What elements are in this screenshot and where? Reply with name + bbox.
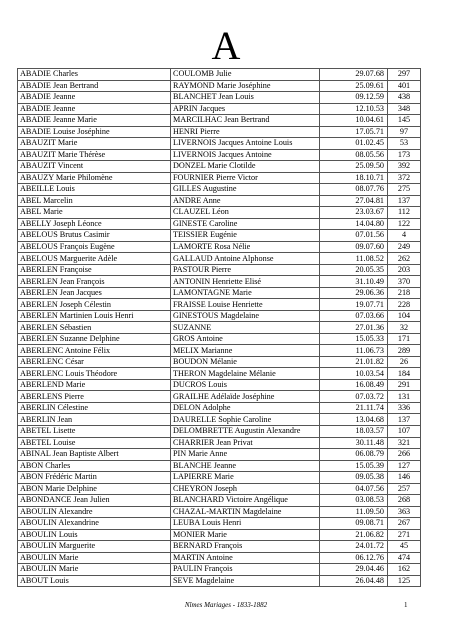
record-number-cell: 401: [388, 80, 421, 92]
spouse-name-cell: ABERLENS Pierre: [18, 391, 171, 403]
marriage-date-cell: 13.04.68: [320, 414, 388, 426]
table-row: [18, 391, 421, 403]
table-row: [18, 253, 421, 265]
spouse-name-cell: ABERLENC Louis Théodore: [18, 368, 171, 380]
partner-name-cell: THERON Magdelaine Mélanie: [171, 368, 320, 380]
spouse-name-cell: ABOULIN Louis: [18, 529, 171, 541]
partner-name-cell: MARCILHAC Jean Bertrand: [171, 115, 320, 127]
spouse-name-cell: ABON Frédéric Martin: [18, 472, 171, 484]
table-row: [18, 276, 421, 288]
spouse-name-cell: ABELLY Joseph Léonce: [18, 218, 171, 230]
table-row: [18, 149, 421, 161]
table-row: [18, 449, 421, 461]
partner-name-cell: GRAILHE Adélaïde Joséphine: [171, 391, 320, 403]
marriage-date-cell: 09.07.60: [320, 241, 388, 253]
spouse-name-cell: ABERLIN Célestine: [18, 402, 171, 414]
spouse-name-cell: ABERLEN Jean François: [18, 276, 171, 288]
record-number-cell: 127: [388, 460, 421, 472]
record-number-cell: 131: [388, 391, 421, 403]
marriage-date-cell: 03.08.53: [320, 495, 388, 507]
table-row: [18, 103, 421, 115]
table-row: [18, 299, 421, 311]
record-number-cell: 137: [388, 195, 421, 207]
partner-name-cell: RAYMOND Marie Joséphine: [171, 80, 320, 92]
marriage-date-cell: 14.04.80: [320, 218, 388, 230]
record-number-cell: 297: [388, 69, 421, 81]
table-row: [18, 575, 421, 587]
marriage-date-cell: 01.02.45: [320, 138, 388, 150]
table-row: [18, 425, 421, 437]
record-number-cell: 438: [388, 92, 421, 104]
marriage-date-cell: 29.06.36: [320, 287, 388, 299]
section-letter: A: [211, 23, 241, 68]
spouse-name-cell: ABERLEN Suzanne Delphine: [18, 333, 171, 345]
partner-name-cell: MELIX Marianne: [171, 345, 320, 357]
partner-name-cell: APRIN Jacques: [171, 103, 320, 115]
page-number: 1: [404, 601, 408, 609]
marriage-register-table: [17, 68, 421, 587]
spouse-name-cell: ABAUZIT Marie: [18, 138, 171, 150]
partner-name-cell: FRAISSE Louise Henriette: [171, 299, 320, 311]
partner-name-cell: CHAZAL-MARTIN Magdelaine: [171, 506, 320, 518]
marriage-date-cell: 06.08.79: [320, 449, 388, 461]
spouse-name-cell: ABERLEN Joseph Célestin: [18, 299, 171, 311]
marriage-date-cell: 25.09.61: [320, 80, 388, 92]
footer-title: Nîmes Mariages - 1833-1882: [184, 601, 268, 609]
marriage-date-cell: 16.08.49: [320, 379, 388, 391]
spouse-name-cell: ABELOUS François Eugène: [18, 241, 171, 253]
spouse-name-cell: ABELOUS Brutus Casimir: [18, 230, 171, 242]
partner-name-cell: BLANCHET Jean Louis: [171, 92, 320, 104]
marriage-date-cell: 09.08.71: [320, 518, 388, 530]
table-row: [18, 506, 421, 518]
spouse-name-cell: ABOUT Louis: [18, 575, 171, 587]
marriage-date-cell: 08.07.76: [320, 184, 388, 196]
spouse-name-cell: ABADIE Jeanne Marie: [18, 115, 171, 127]
table-row: [18, 345, 421, 357]
marriage-date-cell: 30.11.48: [320, 437, 388, 449]
spouse-name-cell: ABETEL Lisette: [18, 425, 171, 437]
partner-name-cell: TEISSIER Eugénie: [171, 230, 320, 242]
spouse-name-cell: ABAUZIT Marie Thérèse: [18, 149, 171, 161]
spouse-name-cell: ABOULIN Marie: [18, 552, 171, 564]
marriage-date-cell: 07.01.56: [320, 230, 388, 242]
marriage-date-cell: 23.03.67: [320, 207, 388, 219]
table-row: [18, 564, 421, 576]
spouse-name-cell: ABOULIN Marguerite: [18, 541, 171, 553]
spouse-name-cell: ABERLENC César: [18, 356, 171, 368]
spouse-name-cell: ABEILLE Louis: [18, 184, 171, 196]
record-number-cell: 266: [388, 449, 421, 461]
record-number-cell: 372: [388, 172, 421, 184]
spouse-name-cell: ABOULIN Alexandre: [18, 506, 171, 518]
marriage-date-cell: 15.05.33: [320, 333, 388, 345]
table-row: [18, 356, 421, 368]
marriage-date-cell: 10.03.54: [320, 368, 388, 380]
spouse-name-cell: ABELOUS Marguerite Adèle: [18, 253, 171, 265]
table-row: [18, 333, 421, 345]
record-number-cell: 32: [388, 322, 421, 334]
marriage-date-cell: 24.01.72: [320, 541, 388, 553]
table-row: [18, 115, 421, 127]
partner-name-cell: PASTOUR Pierre: [171, 264, 320, 276]
table-row: [18, 161, 421, 173]
record-number-cell: 271: [388, 529, 421, 541]
table-row: [18, 218, 421, 230]
partner-name-cell: ANTONIN Henriette Elisé: [171, 276, 320, 288]
spouse-name-cell: ABADIE Jeanne: [18, 103, 171, 115]
partner-name-cell: HENRI Pierre: [171, 126, 320, 138]
spouse-name-cell: ABADIE Louise Joséphine: [18, 126, 171, 138]
record-number-cell: 321: [388, 437, 421, 449]
record-number-cell: 97: [388, 126, 421, 138]
partner-name-cell: ANDRE Anne: [171, 195, 320, 207]
partner-name-cell: PAULIN François: [171, 564, 320, 576]
partner-name-cell: COULOMB Julie: [171, 69, 320, 81]
table-row: [18, 541, 421, 553]
marriage-date-cell: 27.01.36: [320, 322, 388, 334]
marriage-date-cell: 21.06.82: [320, 529, 388, 541]
spouse-name-cell: ABEL Marcelin: [18, 195, 171, 207]
record-number-cell: 291: [388, 379, 421, 391]
record-number-cell: 249: [388, 241, 421, 253]
record-number-cell: 474: [388, 552, 421, 564]
table-row: [18, 92, 421, 104]
spouse-name-cell: ABERLEN Sébastien: [18, 322, 171, 334]
partner-name-cell: DUCROS Louis: [171, 379, 320, 391]
table-row: [18, 80, 421, 92]
spouse-name-cell: ABAUZIT Vincent: [18, 161, 171, 173]
record-number-cell: 45: [388, 541, 421, 553]
marriage-date-cell: 31.10.49: [320, 276, 388, 288]
spouse-name-cell: ABON Charles: [18, 460, 171, 472]
partner-name-cell: GINESTOUS Magdelaine: [171, 310, 320, 322]
marriage-date-cell: 29.07.68: [320, 69, 388, 81]
partner-name-cell: DELOMBRETTE Augustin Alexandre: [171, 425, 320, 437]
table-row: [18, 402, 421, 414]
marriage-date-cell: 06.12.76: [320, 552, 388, 564]
record-number-cell: 104: [388, 310, 421, 322]
table-row: [18, 126, 421, 138]
table-row: [18, 414, 421, 426]
record-number-cell: 112: [388, 207, 421, 219]
partner-name-cell: LAPIERRE Marie: [171, 472, 320, 484]
record-number-cell: 268: [388, 495, 421, 507]
table-row: [18, 495, 421, 507]
partner-name-cell: GINESTE Caroline: [171, 218, 320, 230]
record-number-cell: 122: [388, 218, 421, 230]
marriage-date-cell: 11.08.52: [320, 253, 388, 265]
record-number-cell: 145: [388, 115, 421, 127]
record-number-cell: 218: [388, 287, 421, 299]
table-row: [18, 529, 421, 541]
record-number-cell: 336: [388, 402, 421, 414]
table-row: [18, 287, 421, 299]
spouse-name-cell: ABERLEND Marie: [18, 379, 171, 391]
table-row: [18, 264, 421, 276]
record-number-cell: 184: [388, 368, 421, 380]
spouse-name-cell: ABADIE Jean Bertrand: [18, 80, 171, 92]
partner-name-cell: SUZANNE: [171, 322, 320, 334]
record-number-cell: 267: [388, 518, 421, 530]
partner-name-cell: LIVERNOIS Jacques Antoine Louis: [171, 138, 320, 150]
partner-name-cell: BLANCHE Jeanne: [171, 460, 320, 472]
record-number-cell: 171: [388, 333, 421, 345]
record-number-cell: 125: [388, 575, 421, 587]
spouse-name-cell: ABETEL Louise: [18, 437, 171, 449]
marriage-date-cell: 11.09.50: [320, 506, 388, 518]
table-row: [18, 437, 421, 449]
marriage-date-cell: 25.09.50: [320, 161, 388, 173]
record-number-cell: 257: [388, 483, 421, 495]
spouse-name-cell: ABEL Marie: [18, 207, 171, 219]
marriage-date-cell: 27.04.81: [320, 195, 388, 207]
marriage-date-cell: 15.05.39: [320, 460, 388, 472]
marriage-date-cell: 29.04.46: [320, 564, 388, 576]
record-number-cell: 228: [388, 299, 421, 311]
marriage-date-cell: 18.03.57: [320, 425, 388, 437]
partner-name-cell: BOUDON Mélanie: [171, 356, 320, 368]
spouse-name-cell: ABINAL Jean Baptiste Albert: [18, 449, 171, 461]
table-row: [18, 483, 421, 495]
partner-name-cell: BLANCHARD Victoire Angélique: [171, 495, 320, 507]
record-number-cell: 146: [388, 472, 421, 484]
marriage-date-cell: 21.11.74: [320, 402, 388, 414]
record-number-cell: 53: [388, 138, 421, 150]
partner-name-cell: SEVE Magdelaine: [171, 575, 320, 587]
spouse-name-cell: ABERLEN Jean Jacques: [18, 287, 171, 299]
marriage-date-cell: 11.06.73: [320, 345, 388, 357]
table-row: [18, 460, 421, 472]
marriage-date-cell: 04.07.56: [320, 483, 388, 495]
partner-name-cell: LEUBA Louis Henri: [171, 518, 320, 530]
partner-name-cell: MONIER Marie: [171, 529, 320, 541]
marriage-date-cell: 07.03.66: [320, 310, 388, 322]
record-number-cell: 203: [388, 264, 421, 276]
spouse-name-cell: ABON Marie Delphine: [18, 483, 171, 495]
partner-name-cell: FOURNIER Pierre Victor: [171, 172, 320, 184]
record-number-cell: 107: [388, 425, 421, 437]
partner-name-cell: DONZEL Marie Clotilde: [171, 161, 320, 173]
table-row: [18, 368, 421, 380]
partner-name-cell: PIN Marie Anne: [171, 449, 320, 461]
table-row: [18, 322, 421, 334]
record-number-cell: 137: [388, 414, 421, 426]
table-row: [18, 552, 421, 564]
spouse-name-cell: ABAUZY Marie Philomène: [18, 172, 171, 184]
table-row: [18, 518, 421, 530]
record-number-cell: 4: [388, 230, 421, 242]
spouse-name-cell: ABERLIN Jean: [18, 414, 171, 426]
partner-name-cell: CHARRIER Jean Privat: [171, 437, 320, 449]
spouse-name-cell: ABADIE Charles: [18, 69, 171, 81]
partner-name-cell: GROS Antoine: [171, 333, 320, 345]
register-body: [18, 69, 421, 587]
marriage-date-cell: 26.04.48: [320, 575, 388, 587]
marriage-date-cell: 17.05.71: [320, 126, 388, 138]
marriage-date-cell: 09.05.38: [320, 472, 388, 484]
spouse-name-cell: ABONDANCE Jean Julien: [18, 495, 171, 507]
marriage-date-cell: 08.05.56: [320, 149, 388, 161]
record-number-cell: 162: [388, 564, 421, 576]
table-row: [18, 379, 421, 391]
spouse-name-cell: ABERLENC Antoine Félix: [18, 345, 171, 357]
marriage-date-cell: 21.01.82: [320, 356, 388, 368]
partner-name-cell: DAURELLE Sophie Caroline: [171, 414, 320, 426]
partner-name-cell: GILLES Augustine: [171, 184, 320, 196]
record-number-cell: 370: [388, 276, 421, 288]
marriage-date-cell: 20.05.35: [320, 264, 388, 276]
table-row: [18, 195, 421, 207]
partner-name-cell: LIVERNOIS Jacques Antoine: [171, 149, 320, 161]
marriage-date-cell: 18.10.71: [320, 172, 388, 184]
record-number-cell: 392: [388, 161, 421, 173]
record-number-cell: 26: [388, 356, 421, 368]
partner-name-cell: LAMORTE Rosa Nélie: [171, 241, 320, 253]
spouse-name-cell: ABERLEN Françoise: [18, 264, 171, 276]
marriage-date-cell: 10.04.61: [320, 115, 388, 127]
partner-name-cell: CLAUZEL Léon: [171, 207, 320, 219]
table-row: [18, 472, 421, 484]
record-number-cell: 262: [388, 253, 421, 265]
spouse-name-cell: ABOULIN Marie: [18, 564, 171, 576]
record-number-cell: 348: [388, 103, 421, 115]
partner-name-cell: CHEYRON Joseph: [171, 483, 320, 495]
table-row: [18, 172, 421, 184]
spouse-name-cell: ABADIE Jeanne: [18, 92, 171, 104]
marriage-date-cell: 09.12.59: [320, 92, 388, 104]
marriage-date-cell: 19.07.71: [320, 299, 388, 311]
partner-name-cell: LAMONTAGNE Marie: [171, 287, 320, 299]
record-number-cell: 275: [388, 184, 421, 196]
partner-name-cell: GALLAUD Antoine Alphonse: [171, 253, 320, 265]
table-row: [18, 69, 421, 81]
record-number-cell: 173: [388, 149, 421, 161]
table-row: [18, 230, 421, 242]
partner-name-cell: MARTIN Antoine: [171, 552, 320, 564]
table-row: [18, 184, 421, 196]
record-number-cell: 289: [388, 345, 421, 357]
table-row: [18, 138, 421, 150]
table-row: [18, 241, 421, 253]
table-row: [18, 207, 421, 219]
marriage-date-cell: 07.03.72: [320, 391, 388, 403]
marriage-date-cell: 12.10.53: [320, 103, 388, 115]
spouse-name-cell: ABOULIN Alexandrine: [18, 518, 171, 530]
spouse-name-cell: ABERLEN Martinien Louis Henri: [18, 310, 171, 322]
table-row: [18, 310, 421, 322]
record-number-cell: 363: [388, 506, 421, 518]
partner-name-cell: DELON Adolphe: [171, 402, 320, 414]
partner-name-cell: BERNARD François: [171, 541, 320, 553]
